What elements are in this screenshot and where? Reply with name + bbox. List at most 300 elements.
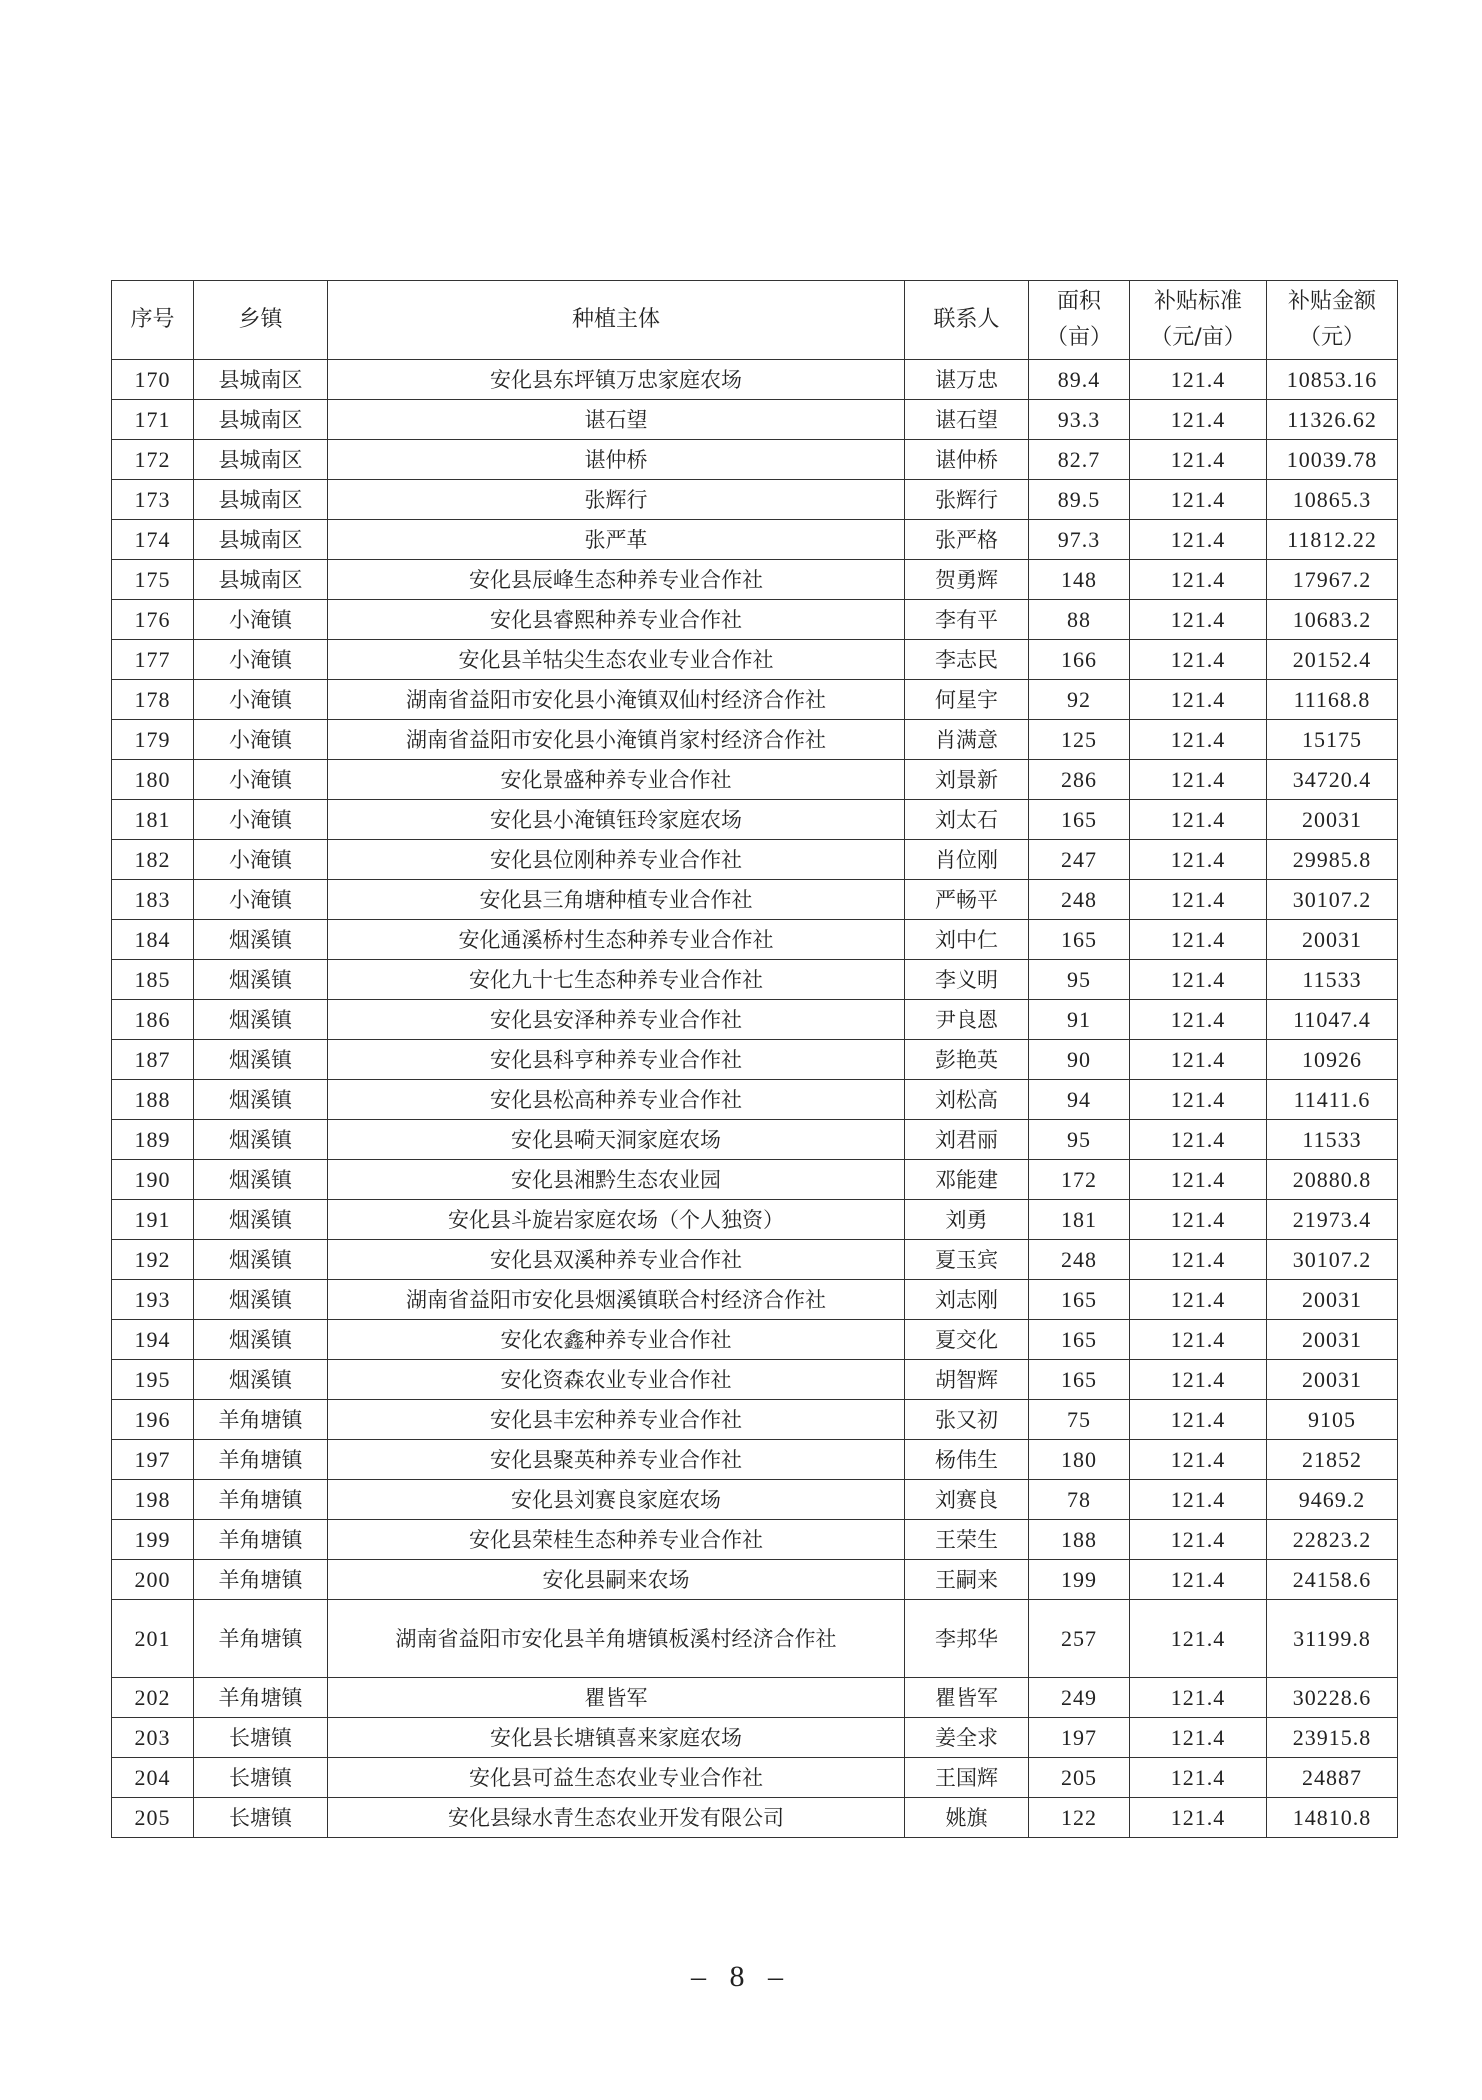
cell-serial: 188 <box>112 1080 194 1120</box>
cell-contact: 尹良恩 <box>905 1000 1029 1040</box>
cell-serial: 177 <box>112 640 194 680</box>
table-row <box>112 480 1398 520</box>
cell-contact: 刘君丽 <box>905 1120 1029 1160</box>
header-serial <box>112 281 194 360</box>
cell-subsidy-amount: 20031 <box>1267 1360 1398 1400</box>
table-row <box>112 920 1398 960</box>
cell-planting-entity: 安化县荣桂生态种养专业合作社 <box>328 1520 905 1560</box>
cell-subsidy-rate: 121.4 <box>1130 1758 1267 1798</box>
table-row <box>112 1718 1398 1758</box>
cell-contact: 谌仲桥 <box>905 440 1029 480</box>
cell-contact: 刘勇 <box>905 1200 1029 1240</box>
table-row <box>112 1200 1398 1240</box>
cell-subsidy-rate: 121.4 <box>1130 1360 1267 1400</box>
cell-township: 长塘镇 <box>194 1758 328 1798</box>
cell-subsidy-rate: 121.4 <box>1130 1600 1267 1678</box>
cell-subsidy-rate: 121.4 <box>1130 680 1267 720</box>
cell-contact: 李有平 <box>905 600 1029 640</box>
cell-planting-entity: 安化县刘赛良家庭农场 <box>328 1480 905 1520</box>
cell-subsidy-rate: 121.4 <box>1130 1400 1267 1440</box>
cell-area: 91 <box>1029 1000 1130 1040</box>
header-text: 乡镇 <box>238 307 283 332</box>
cell-planting-entity: 安化县睿熙种养专业合作社 <box>328 600 905 640</box>
cell-subsidy-amount: 29985.8 <box>1267 840 1398 880</box>
cell-contact: 夏交化 <box>905 1320 1029 1360</box>
cell-serial: 179 <box>112 720 194 760</box>
cell-serial: 181 <box>112 800 194 840</box>
cell-area: 90 <box>1029 1040 1130 1080</box>
cell-subsidy-amount: 20031 <box>1267 1320 1398 1360</box>
header-planting-entity <box>328 281 905 360</box>
cell-subsidy-rate: 121.4 <box>1130 720 1267 760</box>
cell-township: 羊角塘镇 <box>194 1440 328 1480</box>
header-text: 联系人 <box>933 307 1000 332</box>
cell-contact: 夏玉宾 <box>905 1240 1029 1280</box>
cell-area: 248 <box>1029 1240 1130 1280</box>
cell-contact: 刘赛良 <box>905 1480 1029 1520</box>
cell-serial: 198 <box>112 1480 194 1520</box>
header-subsidy-amount <box>1267 281 1398 360</box>
table-row <box>112 440 1398 480</box>
cell-contact: 胡智辉 <box>905 1360 1029 1400</box>
cell-serial: 183 <box>112 880 194 920</box>
cell-subsidy-amount: 9105 <box>1267 1400 1398 1440</box>
cell-planting-entity: 安化农鑫种养专业合作社 <box>328 1320 905 1360</box>
cell-township: 羊角塘镇 <box>194 1600 328 1678</box>
cell-area: 95 <box>1029 1120 1130 1160</box>
cell-serial: 199 <box>112 1520 194 1560</box>
cell-township: 烟溪镇 <box>194 1000 328 1040</box>
table-row <box>112 1560 1398 1600</box>
cell-township: 烟溪镇 <box>194 1360 328 1400</box>
cell-serial: 180 <box>112 760 194 800</box>
cell-area: 248 <box>1029 880 1130 920</box>
table-row <box>112 640 1398 680</box>
cell-serial: 173 <box>112 480 194 520</box>
cell-contact: 贺勇辉 <box>905 560 1029 600</box>
cell-serial: 205 <box>112 1798 194 1838</box>
cell-subsidy-rate: 121.4 <box>1130 1678 1267 1718</box>
cell-subsidy-amount: 20031 <box>1267 800 1398 840</box>
cell-planting-entity: 安化县长塘镇喜来家庭农场 <box>328 1718 905 1758</box>
cell-subsidy-amount: 20031 <box>1267 920 1398 960</box>
table-row <box>112 760 1398 800</box>
table-row <box>112 800 1398 840</box>
cell-township: 小淹镇 <box>194 760 328 800</box>
cell-planting-entity: 安化县小淹镇钰玲家庭农场 <box>328 800 905 840</box>
cell-planting-entity: 瞿皆军 <box>328 1678 905 1718</box>
table-row <box>112 360 1398 400</box>
cell-planting-entity: 安化县湘黔生态农业园 <box>328 1160 905 1200</box>
cell-contact: 严畅平 <box>905 880 1029 920</box>
cell-area: 257 <box>1029 1600 1130 1678</box>
cell-township: 烟溪镇 <box>194 920 328 960</box>
cell-township: 小淹镇 <box>194 640 328 680</box>
cell-serial: 184 <box>112 920 194 960</box>
cell-area: 165 <box>1029 1320 1130 1360</box>
cell-planting-entity: 安化县科亨种养专业合作社 <box>328 1040 905 1080</box>
cell-subsidy-amount: 10039.78 <box>1267 440 1398 480</box>
cell-subsidy-rate: 121.4 <box>1130 800 1267 840</box>
cell-planting-entity: 湖南省益阳市安化县羊角塘镇板溪村经济合作社 <box>328 1600 905 1678</box>
table-row <box>112 1120 1398 1160</box>
cell-township: 县城南区 <box>194 360 328 400</box>
cell-subsidy-amount: 31199.8 <box>1267 1600 1398 1678</box>
cell-contact: 刘志刚 <box>905 1280 1029 1320</box>
cell-township: 县城南区 <box>194 560 328 600</box>
cell-planting-entity: 谌仲桥 <box>328 440 905 480</box>
cell-serial: 204 <box>112 1758 194 1798</box>
table-row <box>112 880 1398 920</box>
cell-planting-entity: 湖南省益阳市安化县烟溪镇联合村经济合作社 <box>328 1280 905 1320</box>
cell-subsidy-rate: 121.4 <box>1130 1440 1267 1480</box>
cell-planting-entity: 安化县聚英种养专业合作社 <box>328 1440 905 1480</box>
cell-area: 165 <box>1029 920 1130 960</box>
cell-planting-entity: 安化县双溪种养专业合作社 <box>328 1240 905 1280</box>
cell-subsidy-amount: 23915.8 <box>1267 1718 1398 1758</box>
cell-subsidy-amount: 11168.8 <box>1267 680 1398 720</box>
cell-serial: 175 <box>112 560 194 600</box>
cell-subsidy-rate: 121.4 <box>1130 1160 1267 1200</box>
cell-contact: 肖位刚 <box>905 840 1029 880</box>
cell-township: 小淹镇 <box>194 880 328 920</box>
cell-contact: 刘中仁 <box>905 920 1029 960</box>
cell-subsidy-amount: 15175 <box>1267 720 1398 760</box>
cell-area: 172 <box>1029 1160 1130 1200</box>
cell-subsidy-amount: 22823.2 <box>1267 1520 1398 1560</box>
cell-area: 88 <box>1029 600 1130 640</box>
cell-area: 165 <box>1029 1280 1130 1320</box>
table-row <box>112 1040 1398 1080</box>
table-row <box>112 1520 1398 1560</box>
header-contact <box>905 281 1029 360</box>
cell-planting-entity: 安化县辰峰生态种养专业合作社 <box>328 560 905 600</box>
header-text: 补贴金额（元） <box>1287 289 1376 350</box>
cell-subsidy-rate: 121.4 <box>1130 360 1267 400</box>
cell-township: 烟溪镇 <box>194 1080 328 1120</box>
cell-serial: 193 <box>112 1280 194 1320</box>
cell-subsidy-rate: 121.4 <box>1130 1000 1267 1040</box>
cell-serial: 182 <box>112 840 194 880</box>
cell-serial: 189 <box>112 1120 194 1160</box>
cell-area: 78 <box>1029 1480 1130 1520</box>
cell-township: 县城南区 <box>194 480 328 520</box>
cell-subsidy-rate: 121.4 <box>1130 760 1267 800</box>
cell-township: 县城南区 <box>194 520 328 560</box>
cell-planting-entity: 安化县安泽种养专业合作社 <box>328 1000 905 1040</box>
cell-township: 烟溪镇 <box>194 1040 328 1080</box>
cell-subsidy-rate: 121.4 <box>1130 1798 1267 1838</box>
cell-planting-entity: 安化九十七生态种养专业合作社 <box>328 960 905 1000</box>
cell-area: 165 <box>1029 800 1130 840</box>
header-text: 面积（亩） <box>1045 289 1112 350</box>
cell-contact: 瞿皆军 <box>905 1678 1029 1718</box>
cell-planting-entity: 安化县丰宏种养专业合作社 <box>328 1400 905 1440</box>
cell-subsidy-amount: 21973.4 <box>1267 1200 1398 1240</box>
cell-serial: 197 <box>112 1440 194 1480</box>
cell-area: 97.3 <box>1029 520 1130 560</box>
cell-planting-entity: 安化县可益生态农业专业合作社 <box>328 1758 905 1798</box>
cell-subsidy-rate: 121.4 <box>1130 560 1267 600</box>
cell-contact: 刘景新 <box>905 760 1029 800</box>
cell-contact: 肖满意 <box>905 720 1029 760</box>
cell-serial: 178 <box>112 680 194 720</box>
cell-township: 羊角塘镇 <box>194 1480 328 1520</box>
cell-subsidy-amount: 11326.62 <box>1267 400 1398 440</box>
cell-serial: 185 <box>112 960 194 1000</box>
cell-serial: 172 <box>112 440 194 480</box>
table-row <box>112 1798 1398 1838</box>
cell-planting-entity: 安化县斗旋岩家庭农场（个人独资） <box>328 1200 905 1240</box>
cell-subsidy-rate: 121.4 <box>1130 1520 1267 1560</box>
header-text: 种植主体 <box>571 307 660 332</box>
cell-area: 92 <box>1029 680 1130 720</box>
cell-serial: 170 <box>112 360 194 400</box>
cell-contact: 张又初 <box>905 1400 1029 1440</box>
cell-planting-entity: 安化县东坪镇万忠家庭农场 <box>328 360 905 400</box>
cell-township: 羊角塘镇 <box>194 1560 328 1600</box>
cell-township: 长塘镇 <box>194 1718 328 1758</box>
cell-subsidy-rate: 121.4 <box>1130 1718 1267 1758</box>
cell-serial: 203 <box>112 1718 194 1758</box>
cell-township: 烟溪镇 <box>194 1160 328 1200</box>
cell-area: 247 <box>1029 840 1130 880</box>
cell-subsidy-amount: 24887 <box>1267 1758 1398 1798</box>
cell-subsidy-amount: 10683.2 <box>1267 600 1398 640</box>
cell-subsidy-amount: 10853.16 <box>1267 360 1398 400</box>
table-row <box>112 520 1398 560</box>
cell-area: 188 <box>1029 1520 1130 1560</box>
table-row <box>112 1000 1398 1040</box>
cell-serial: 191 <box>112 1200 194 1240</box>
cell-subsidy-rate: 121.4 <box>1130 640 1267 680</box>
cell-contact: 谌石望 <box>905 400 1029 440</box>
table-row <box>112 1160 1398 1200</box>
cell-subsidy-amount: 34720.4 <box>1267 760 1398 800</box>
cell-township: 长塘镇 <box>194 1798 328 1838</box>
cell-area: 125 <box>1029 720 1130 760</box>
cell-subsidy-rate: 121.4 <box>1130 960 1267 1000</box>
cell-area: 82.7 <box>1029 440 1130 480</box>
cell-area: 165 <box>1029 1360 1130 1400</box>
table-row <box>112 840 1398 880</box>
table-row <box>112 560 1398 600</box>
table-row <box>112 1758 1398 1798</box>
cell-serial: 187 <box>112 1040 194 1080</box>
cell-township: 烟溪镇 <box>194 1240 328 1280</box>
table-row <box>112 1240 1398 1280</box>
cell-township: 小淹镇 <box>194 600 328 640</box>
cell-planting-entity: 安化县松高种养专业合作社 <box>328 1080 905 1120</box>
cell-subsidy-amount: 10865.3 <box>1267 480 1398 520</box>
cell-contact: 姚旗 <box>905 1798 1029 1838</box>
cell-serial: 195 <box>112 1360 194 1400</box>
header-area <box>1029 281 1130 360</box>
cell-subsidy-rate: 121.4 <box>1130 480 1267 520</box>
table-row <box>112 720 1398 760</box>
cell-subsidy-amount: 30228.6 <box>1267 1678 1398 1718</box>
cell-subsidy-amount: 14810.8 <box>1267 1798 1398 1838</box>
cell-contact: 彭艳英 <box>905 1040 1029 1080</box>
cell-planting-entity: 湖南省益阳市安化县小淹镇双仙村经济合作社 <box>328 680 905 720</box>
cell-contact: 刘松高 <box>905 1080 1029 1120</box>
cell-subsidy-rate: 121.4 <box>1130 440 1267 480</box>
cell-subsidy-rate: 121.4 <box>1130 1040 1267 1080</box>
cell-subsidy-amount: 17967.2 <box>1267 560 1398 600</box>
cell-area: 199 <box>1029 1560 1130 1600</box>
cell-serial: 201 <box>112 1600 194 1678</box>
cell-subsidy-rate: 121.4 <box>1130 400 1267 440</box>
cell-planting-entity: 安化县嗬天洞家庭农场 <box>328 1120 905 1160</box>
table-row <box>112 680 1398 720</box>
cell-contact: 刘太石 <box>905 800 1029 840</box>
cell-planting-entity: 安化资森农业专业合作社 <box>328 1360 905 1400</box>
cell-subsidy-rate: 121.4 <box>1130 1560 1267 1600</box>
table-row <box>112 1280 1398 1320</box>
table-row <box>112 1320 1398 1360</box>
cell-contact: 邓能建 <box>905 1160 1029 1200</box>
cell-contact: 姜全求 <box>905 1718 1029 1758</box>
cell-subsidy-rate: 121.4 <box>1130 1200 1267 1240</box>
cell-planting-entity: 湖南省益阳市安化县小淹镇肖家村经济合作社 <box>328 720 905 760</box>
cell-township: 烟溪镇 <box>194 1280 328 1320</box>
cell-subsidy-amount: 30107.2 <box>1267 1240 1398 1280</box>
cell-subsidy-rate: 121.4 <box>1130 1320 1267 1360</box>
cell-area: 89.4 <box>1029 360 1130 400</box>
cell-subsidy-rate: 121.4 <box>1130 1120 1267 1160</box>
header-township <box>194 281 328 360</box>
cell-area: 148 <box>1029 560 1130 600</box>
cell-contact: 李邦华 <box>905 1600 1029 1678</box>
cell-township: 烟溪镇 <box>194 960 328 1000</box>
cell-subsidy-rate: 121.4 <box>1130 880 1267 920</box>
cell-planting-entity: 安化县绿水青生态农业开发有限公司 <box>328 1798 905 1838</box>
cell-planting-entity: 安化县羊牯尖生态农业专业合作社 <box>328 640 905 680</box>
cell-subsidy-rate: 121.4 <box>1130 1280 1267 1320</box>
table-row <box>112 960 1398 1000</box>
cell-area: 205 <box>1029 1758 1130 1798</box>
cell-area: 95 <box>1029 960 1130 1000</box>
cell-planting-entity: 谌石望 <box>328 400 905 440</box>
cell-township: 烟溪镇 <box>194 1120 328 1160</box>
cell-subsidy-amount: 20880.8 <box>1267 1160 1398 1200</box>
cell-subsidy-rate: 121.4 <box>1130 1080 1267 1120</box>
cell-serial: 171 <box>112 400 194 440</box>
cell-planting-entity: 安化景盛种养专业合作社 <box>328 760 905 800</box>
cell-township: 羊角塘镇 <box>194 1678 328 1718</box>
cell-area: 93.3 <box>1029 400 1130 440</box>
cell-area: 249 <box>1029 1678 1130 1718</box>
cell-subsidy-amount: 11812.22 <box>1267 520 1398 560</box>
cell-subsidy-amount: 20152.4 <box>1267 640 1398 680</box>
cell-township: 小淹镇 <box>194 800 328 840</box>
cell-subsidy-amount: 24158.6 <box>1267 1560 1398 1600</box>
cell-subsidy-amount: 10926 <box>1267 1040 1398 1080</box>
cell-subsidy-amount: 11411.6 <box>1267 1080 1398 1120</box>
cell-township: 小淹镇 <box>194 840 328 880</box>
cell-township: 县城南区 <box>194 440 328 480</box>
cell-planting-entity: 张辉行 <box>328 480 905 520</box>
table-row <box>112 600 1398 640</box>
table-row <box>112 1360 1398 1400</box>
cell-township: 烟溪镇 <box>194 1200 328 1240</box>
cell-serial: 186 <box>112 1000 194 1040</box>
cell-serial: 176 <box>112 600 194 640</box>
cell-township: 小淹镇 <box>194 720 328 760</box>
cell-area: 197 <box>1029 1718 1130 1758</box>
cell-serial: 202 <box>112 1678 194 1718</box>
subsidy-table <box>111 280 1398 1838</box>
table-row <box>112 1400 1398 1440</box>
cell-serial: 200 <box>112 1560 194 1600</box>
table-row <box>112 1480 1398 1520</box>
cell-serial: 190 <box>112 1160 194 1200</box>
cell-subsidy-rate: 121.4 <box>1130 600 1267 640</box>
cell-contact: 张辉行 <box>905 480 1029 520</box>
table-row <box>112 1080 1398 1120</box>
cell-subsidy-amount: 21852 <box>1267 1440 1398 1480</box>
cell-area: 180 <box>1029 1440 1130 1480</box>
cell-township: 县城南区 <box>194 400 328 440</box>
cell-contact: 李志民 <box>905 640 1029 680</box>
cell-serial: 174 <box>112 520 194 560</box>
cell-contact: 张严格 <box>905 520 1029 560</box>
cell-area: 75 <box>1029 1400 1130 1440</box>
cell-subsidy-amount: 11533 <box>1267 1120 1398 1160</box>
cell-contact: 谌万忠 <box>905 360 1029 400</box>
header-subsidy-rate <box>1130 281 1267 360</box>
cell-planting-entity: 安化县嗣来农场 <box>328 1560 905 1600</box>
table-row <box>112 1678 1398 1718</box>
cell-subsidy-amount: 9469.2 <box>1267 1480 1398 1520</box>
cell-township: 羊角塘镇 <box>194 1400 328 1440</box>
cell-contact: 王国辉 <box>905 1758 1029 1798</box>
page-number: – 8 – <box>691 1960 791 1993</box>
table-row <box>112 400 1398 440</box>
cell-subsidy-rate: 121.4 <box>1130 520 1267 560</box>
cell-planting-entity: 安化通溪桥村生态种养专业合作社 <box>328 920 905 960</box>
header-text: 补贴标准（元/亩） <box>1150 289 1246 350</box>
cell-area: 122 <box>1029 1798 1130 1838</box>
table-row <box>112 1440 1398 1480</box>
cell-serial: 196 <box>112 1400 194 1440</box>
cell-township: 小淹镇 <box>194 680 328 720</box>
cell-planting-entity: 安化县位刚种养专业合作社 <box>328 840 905 880</box>
cell-subsidy-amount: 20031 <box>1267 1280 1398 1320</box>
cell-contact: 何星宇 <box>905 680 1029 720</box>
cell-subsidy-rate: 121.4 <box>1130 1240 1267 1280</box>
header-text: 序号 <box>130 307 175 332</box>
cell-subsidy-rate: 121.4 <box>1130 1480 1267 1520</box>
cell-serial: 194 <box>112 1320 194 1360</box>
cell-contact: 李义明 <box>905 960 1029 1000</box>
cell-area: 181 <box>1029 1200 1130 1240</box>
cell-township: 羊角塘镇 <box>194 1520 328 1560</box>
cell-area: 94 <box>1029 1080 1130 1120</box>
cell-subsidy-rate: 121.4 <box>1130 840 1267 880</box>
cell-area: 286 <box>1029 760 1130 800</box>
cell-area: 166 <box>1029 640 1130 680</box>
cell-subsidy-amount: 30107.2 <box>1267 880 1398 920</box>
cell-planting-entity: 安化县三角塘种植专业合作社 <box>328 880 905 920</box>
cell-contact: 王嗣来 <box>905 1560 1029 1600</box>
table-row <box>112 1600 1398 1678</box>
cell-contact: 王荣生 <box>905 1520 1029 1560</box>
cell-planting-entity: 张严革 <box>328 520 905 560</box>
table-header-row <box>112 281 1398 360</box>
cell-subsidy-rate: 121.4 <box>1130 920 1267 960</box>
cell-contact: 杨伟生 <box>905 1440 1029 1480</box>
